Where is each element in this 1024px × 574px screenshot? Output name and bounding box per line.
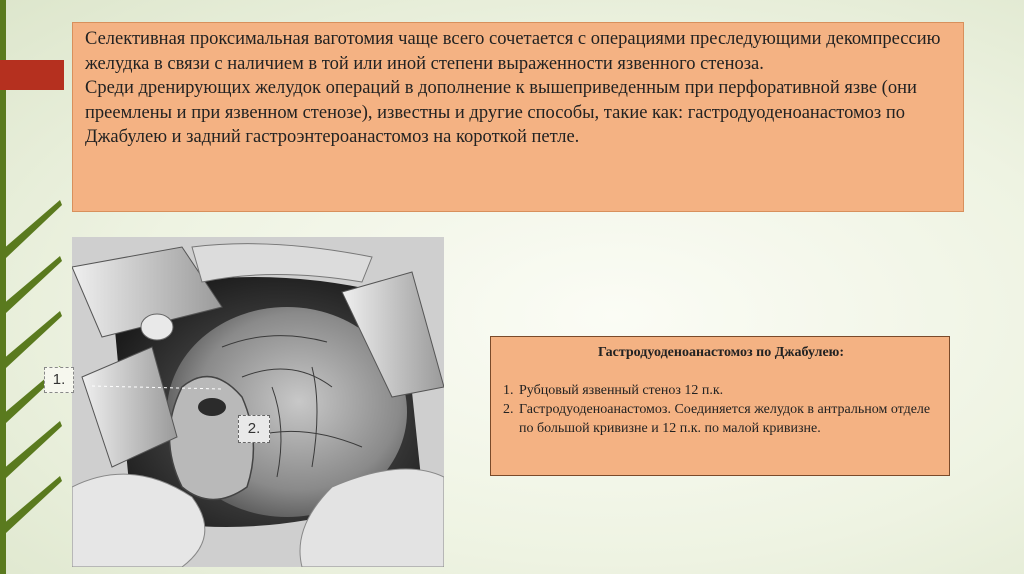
legend-item-1-number: 1. xyxy=(503,383,514,398)
decorative-arrows xyxy=(0,0,70,574)
legend-item-2-number: 2. xyxy=(503,402,514,417)
figure-label-2: 2. xyxy=(238,415,270,443)
legend-box xyxy=(490,336,950,476)
intro-paragraph-2: Среди дренирующих желудок операций в дополнение к вышеприведенным при перфоративной язве (они преемлены и при язвенном стенозе), известны и другие способы, такие как: гастродуоденоанастомоз по Джабулею и задний гастроэнтероанастомоз на короткой петле. xyxy=(85,78,917,148)
legend-item-1-text: Рубцовый язвенный стеноз 12 п.к. xyxy=(519,383,724,398)
figure-label-1: 1. xyxy=(44,367,74,393)
surgical-illustration xyxy=(72,237,444,567)
legend-item-1 xyxy=(503,381,939,400)
intro-text-box xyxy=(72,22,964,212)
legend-title: Гастродуоденоанастомоз по Джабулею: xyxy=(597,345,845,360)
legend-item-2 xyxy=(503,400,939,438)
legend-item-2-text: Гастродуоденоанастомоз. Соединяется желудок в антральном отделе по большой кривизне и 12 п.к. по малой кривизне. xyxy=(519,402,931,436)
intro-paragraph-1: Селективная проксимальная ваготомия чаще всего сочетается с операциями преследующими декомпрессию желудка в связи с наличием в той или иной степени выраженности язвенного стеноза. xyxy=(85,29,941,74)
